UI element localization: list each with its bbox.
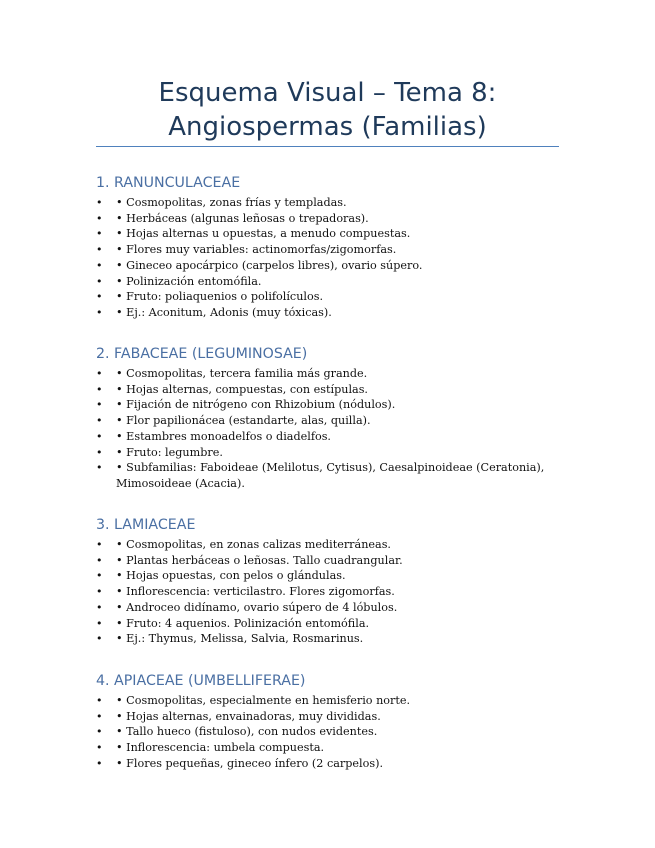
bullet-icon: • (96, 709, 103, 723)
list-item-text: • Flor papilionácea (estandarte, alas, quilla). (116, 414, 371, 428)
list-item-text: • Flores pequeñas, gineceo ínfero (2 carpelos). (116, 756, 384, 770)
bullet-icon: • (96, 290, 103, 304)
list-item (96, 211, 566, 227)
list-item (96, 413, 566, 429)
list-item (96, 756, 566, 772)
list-item (96, 274, 566, 290)
bullet-icon: • (96, 616, 103, 630)
item-list (96, 195, 566, 321)
list-item-text: • Androceo didínamo, ovario súpero de 4 lóbulos. (116, 600, 398, 614)
list-item-text: • Hojas alternas u opuestas, a menudo compuestas. (116, 227, 411, 241)
list-item (96, 740, 566, 756)
section-lamiaceae (96, 516, 566, 647)
bullet-icon: • (96, 429, 103, 443)
bullet-icon: • (96, 632, 103, 646)
bullet-icon: • (96, 367, 103, 380)
list-item-text: • Gineceo apocárpico (carpelos libres), ovario súpero. (116, 258, 423, 272)
bullet-icon: • (96, 553, 103, 567)
item-list (96, 537, 566, 647)
list-item (96, 600, 566, 616)
section-heading: 4. APIACEAE (UMBELLIFERAE) (96, 673, 306, 689)
list-item-text: • Fruto: legumbre. (116, 445, 223, 459)
list-item-text: • Inflorescencia: umbela compuesta. (116, 741, 325, 755)
section-apiaceae (96, 672, 566, 772)
bullet-icon: • (96, 569, 103, 583)
list-item-text: • Plantas herbáceas o leñosas. Tallo cuadrangular. (116, 553, 403, 567)
list-item-text: • Hojas alternas, envainadoras, muy divididas. (116, 709, 381, 723)
title-line-2: Angiospermas (Familias) (168, 112, 487, 142)
section-ranunculaceae (96, 174, 566, 321)
item-list (96, 366, 566, 492)
list-item (96, 429, 566, 445)
section-fabaceae (96, 345, 566, 492)
list-item (96, 616, 566, 632)
list-item (96, 537, 566, 553)
list-item-text: • Tallo hueco (fistuloso), con nudos evidentes. (116, 725, 378, 739)
list-item-text: • Flores muy variables: actinomorfas/zigomorfas. (116, 243, 397, 257)
list-item (96, 242, 566, 258)
list-item (96, 724, 566, 740)
title-divider (96, 146, 559, 147)
page-title (96, 76, 559, 144)
list-item (96, 709, 566, 725)
list-item-text: • Estambres monoadelfos o diadelfos. (116, 429, 331, 443)
list-item-text: • Cosmopolitas, especialmente en hemisferio norte. (116, 694, 411, 707)
list-item (96, 226, 566, 242)
list-item-text: • Ej.: Thymus, Melissa, Salvia, Rosmarinus. (116, 632, 364, 646)
bullet-icon: • (96, 382, 103, 396)
bullet-icon: • (96, 585, 103, 599)
bullet-icon: • (96, 211, 103, 225)
section-heading: 1. RANUNCULACEAE (96, 175, 241, 191)
list-item-text: • Cosmopolitas, zonas frías y templadas. (116, 196, 347, 209)
section-heading: 3. LAMIACEAE (96, 517, 196, 533)
list-item-text: • Inflorescencia: verticilastro. Flores zigomorfas. (116, 585, 395, 599)
bullet-icon: • (96, 305, 103, 319)
bullet-icon: • (96, 258, 103, 272)
list-item-text: • Cosmopolitas, tercera familia más grande. (116, 367, 368, 380)
list-item (96, 631, 566, 647)
list-item (96, 445, 566, 461)
bullet-icon: • (96, 196, 103, 209)
section-heading: 2. FABACEAE (LEGUMINOSAE) (96, 346, 308, 362)
list-item-text: • Hojas alternas, compuestas, con estípulas. (116, 382, 368, 396)
bullet-icon: • (96, 600, 103, 614)
list-item (96, 460, 566, 491)
list-item-text: • Herbáceas (algunas leñosas o trepadoras). (116, 211, 369, 225)
list-item-text: • Fruto: 4 aquenios. Polinización entomófila. (116, 616, 370, 630)
bullet-icon: • (96, 414, 103, 428)
bullet-icon: • (96, 756, 103, 770)
list-item (96, 553, 566, 569)
bullet-icon: • (96, 398, 103, 412)
list-item-text: • Hojas opuestas, con pelos o glándulas. (116, 569, 346, 583)
list-item (96, 693, 566, 709)
bullet-icon: • (96, 461, 103, 475)
list-item (96, 258, 566, 274)
list-item (96, 584, 566, 600)
list-item (96, 305, 566, 321)
list-item-text: • Subfamilias: Faboideae (Melilotus, Cytisus), Caesalpinoideae (Ceratonia), Mimosoideae (Acacia). (116, 461, 545, 490)
item-list (96, 693, 566, 772)
list-item-text: • Cosmopolitas, en zonas calizas mediterráneas. (116, 538, 391, 551)
list-item (96, 366, 566, 382)
list-item (96, 382, 566, 398)
bullet-icon: • (96, 741, 103, 755)
bullet-icon: • (96, 227, 103, 241)
list-item-text: • Fruto: poliaquenios o polifolículos. (116, 290, 324, 304)
list-item-text: • Ej.: Aconitum, Adonis (muy tóxicas). (116, 305, 332, 319)
bullet-icon: • (96, 694, 103, 707)
bullet-icon: • (96, 725, 103, 739)
list-item (96, 568, 566, 584)
bullet-icon: • (96, 274, 103, 288)
bullet-icon: • (96, 538, 103, 551)
bullet-icon: • (96, 445, 103, 459)
title-line-1: Esquema Visual – Tema 8: (158, 78, 497, 108)
list-item (96, 397, 566, 413)
list-item-text: • Polinización entomófila. (116, 274, 262, 288)
bullet-icon: • (96, 243, 103, 257)
list-item-text: • Fijación de nitrógeno con Rhizobium (nódulos). (116, 398, 396, 412)
list-item (96, 289, 566, 305)
list-item (96, 195, 566, 211)
